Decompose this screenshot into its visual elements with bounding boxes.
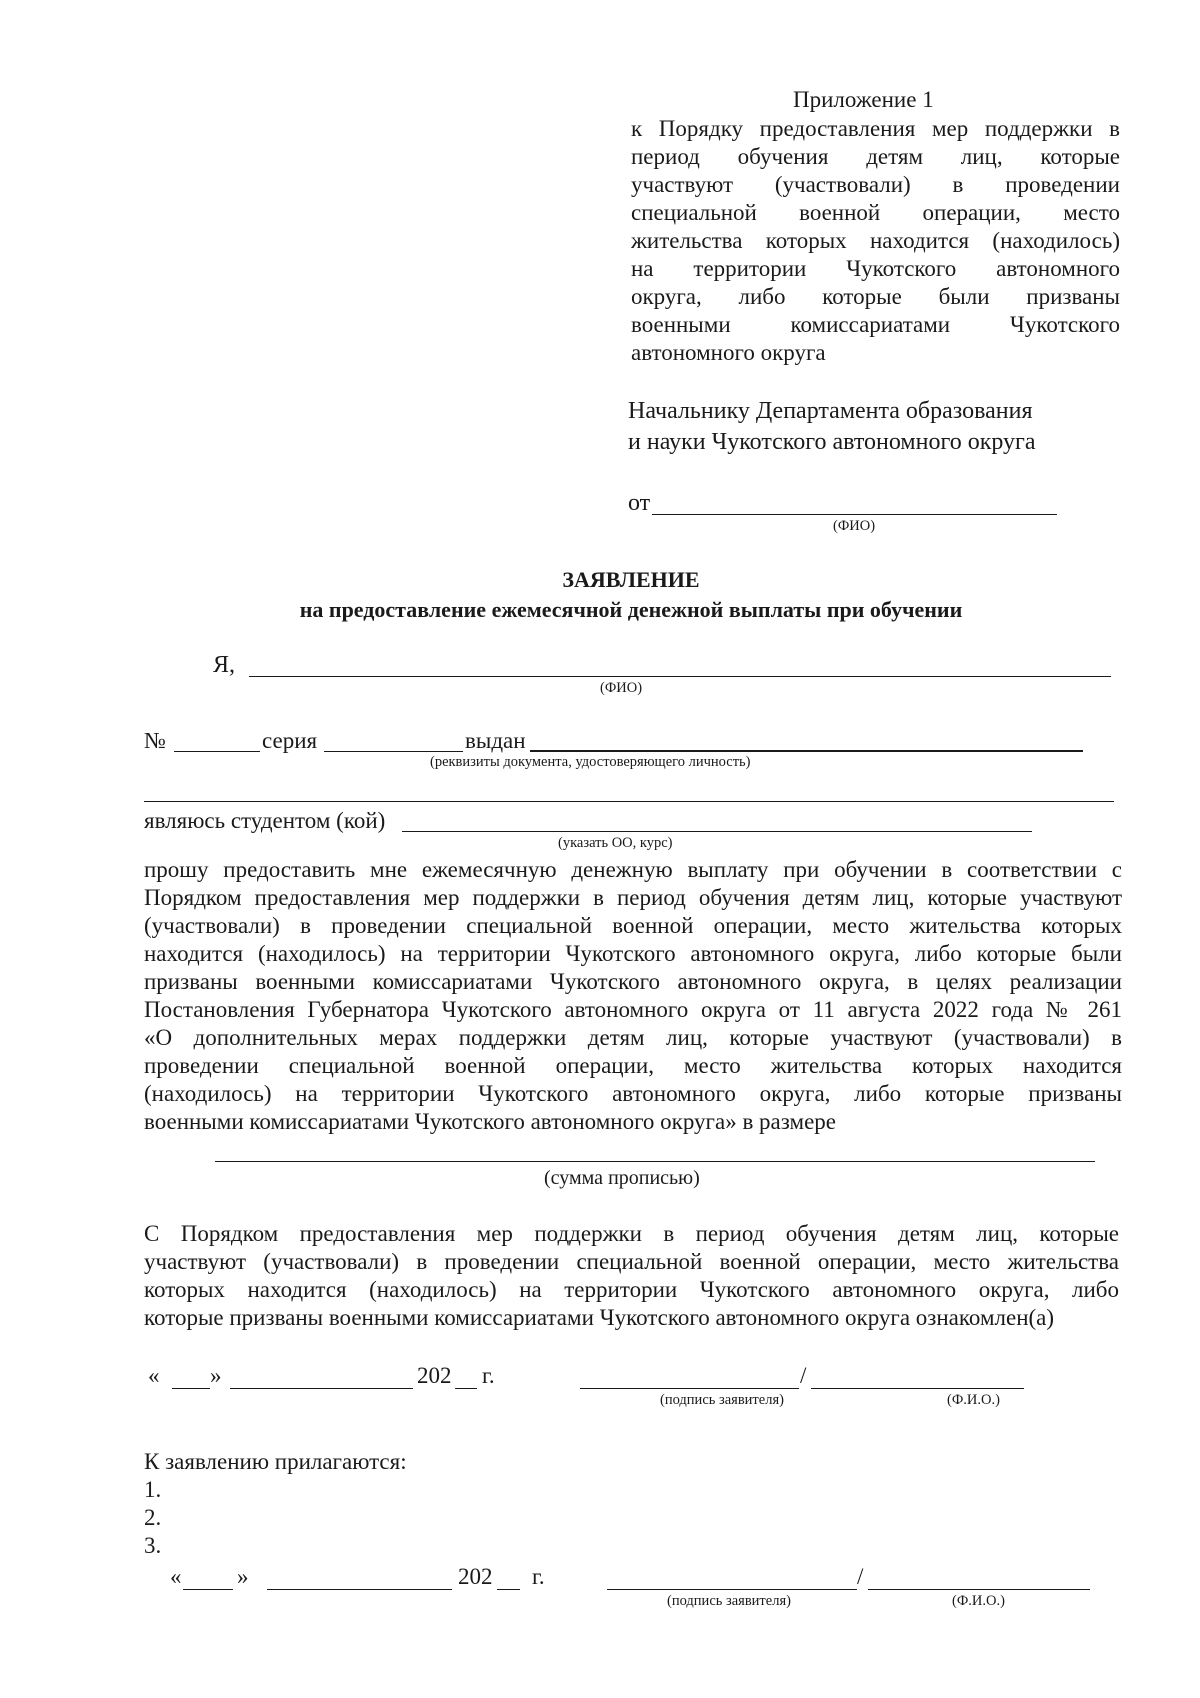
sig2-day-field[interactable] xyxy=(183,1589,233,1590)
request-line: призваны военными комиссариатами Чукотского автономного округа, в целях реализации xyxy=(144,969,1122,994)
request-line: проведении специальной военной операции, место жительства которых находится xyxy=(144,1053,1122,1078)
student-caption: (указать ОО, курс) xyxy=(558,835,673,851)
sig2-date-quote-close: » xyxy=(237,1564,249,1589)
acknowledgement-line: С Порядком предоставления мер поддержки в период обучения детям лиц, которые xyxy=(144,1221,1119,1246)
sig2-signature-caption: (подпись заявителя) xyxy=(667,1593,791,1609)
appendix-line: период обучения детям лиц, которые xyxy=(631,144,1120,169)
appendix-line: участвуют (участвовали) в проведении xyxy=(631,172,1120,197)
request-line: находится (находилось) на территории Чукотского автономного округа, либо которые были xyxy=(144,941,1122,966)
acknowledgement-last-line: которые призваны военными комиссариатами Чукотского автономного округа ознакомлен(а) xyxy=(144,1305,1055,1330)
i-label: Я, xyxy=(213,652,236,678)
acknowledgement-line: участвуют (участвовали) в проведении специальной военной операции, место жительства xyxy=(144,1249,1119,1274)
sig1-day-field[interactable] xyxy=(172,1388,210,1389)
sig1-date-quote-close: » xyxy=(210,1363,222,1388)
appendix-last-line: автономного округа xyxy=(631,340,826,365)
sig2-year-prefix: 202 xyxy=(458,1564,493,1589)
sig1-signature-field[interactable] xyxy=(580,1388,799,1389)
appendix-line: к Порядку предоставления мер поддержки в xyxy=(631,116,1120,141)
sig1-year-field[interactable] xyxy=(455,1388,477,1389)
sig1-date-quote-open: « xyxy=(148,1363,160,1388)
student-label: являюсь студентом (кой) xyxy=(144,808,386,833)
document-title: ЗАЯВЛЕНИЕ xyxy=(562,567,700,592)
doc-series-field[interactable] xyxy=(324,751,463,752)
attachment-item: 2. xyxy=(144,1505,162,1530)
request-line: Порядком предоставления мер поддержки в период обучения детям лиц, которые участвуют xyxy=(144,885,1122,910)
sig1-slash: / xyxy=(800,1363,807,1388)
acknowledgement-line: которых находится (находилось) на территории Чукотского автономного округа, либо xyxy=(144,1277,1119,1302)
issued-label: выдан xyxy=(465,728,526,753)
sig1-fio-caption: (Ф.И.О.) xyxy=(947,1392,1000,1408)
sig1-year-suffix: г. xyxy=(482,1363,495,1388)
sig2-fio-field[interactable] xyxy=(868,1589,1090,1590)
applicant-fio-field[interactable] xyxy=(249,676,1111,677)
appendix-line: на территории Чукотского автономного xyxy=(631,256,1120,281)
request-line: прошу предоставить мне ежемесячную денежную выплату при обучении в соответствии с xyxy=(144,857,1122,882)
addressee-line-1: Начальнику Департамента образования xyxy=(628,398,1033,424)
sig2-month-field[interactable] xyxy=(267,1589,452,1590)
sig1-year-prefix: 202 xyxy=(417,1363,452,1388)
addressee-line-2: и науки Чукотского автономного округа xyxy=(628,429,1036,455)
number-label: № xyxy=(144,728,166,753)
appendix-line: специальной военной операции, место xyxy=(631,200,1120,225)
doc-number-field[interactable] xyxy=(174,751,260,752)
sig1-month-field[interactable] xyxy=(230,1388,413,1389)
appendix-line: округа, либо которые были призваны xyxy=(631,284,1120,309)
doc-details-caption: (реквизиты документа, удостоверяющего личность) xyxy=(430,754,751,770)
from-fio-caption: (ФИО) xyxy=(833,518,876,534)
sig2-year-suffix: г. xyxy=(532,1564,545,1589)
series-label: серия xyxy=(262,728,318,753)
from-fio-field[interactable] xyxy=(652,514,1057,515)
sig2-date-quote-open: « xyxy=(170,1564,182,1589)
applicant-fio-caption: (ФИО) xyxy=(600,680,643,696)
sum-in-words-field[interactable] xyxy=(215,1161,1095,1162)
appendix-title: Приложение 1 xyxy=(793,87,934,112)
appendix-line: жительства которых находится (находилось) xyxy=(631,228,1120,253)
document-subtitle: на предоставление ежемесячной денежной выплаты при обучении xyxy=(299,597,963,622)
sum-caption: (сумма прописью) xyxy=(544,1167,700,1189)
from-label: от xyxy=(628,490,651,516)
sig2-slash: / xyxy=(857,1564,864,1589)
request-line: (находилось) на территории Чукотского автономного округа, либо которые призваны xyxy=(144,1081,1122,1106)
doc-issued-field[interactable] xyxy=(530,750,1083,752)
attachments-label: К заявлению прилагаются: xyxy=(144,1449,407,1474)
attachment-item: 1. xyxy=(144,1477,162,1502)
student-info-field[interactable] xyxy=(402,831,1032,832)
request-line: Постановления Губернатора Чукотского автономного округа от 11 августа 2022 года № 261 xyxy=(144,997,1122,1022)
sig1-signature-caption: (подпись заявителя) xyxy=(660,1392,784,1408)
sig1-fio-field[interactable] xyxy=(811,1388,1024,1389)
sig2-fio-caption: (Ф.И.О.) xyxy=(952,1593,1005,1609)
request-last-line: военными комиссариатами Чукотского автономного округа» в размере xyxy=(144,1109,836,1134)
appendix-line: военными комиссариатами Чукотского xyxy=(631,312,1120,337)
request-line: «О дополнительных мерах поддержки детям лиц, которые участвуют (участвовали) в xyxy=(144,1025,1122,1050)
sig2-signature-field[interactable] xyxy=(607,1589,857,1590)
request-line: (участвовали) в проведении специальной военной операции, место жительства которых xyxy=(144,913,1122,938)
attachment-item: 3. xyxy=(144,1533,162,1558)
doc-details-continuation-field[interactable] xyxy=(144,801,1114,802)
sig2-year-field[interactable] xyxy=(497,1589,520,1590)
